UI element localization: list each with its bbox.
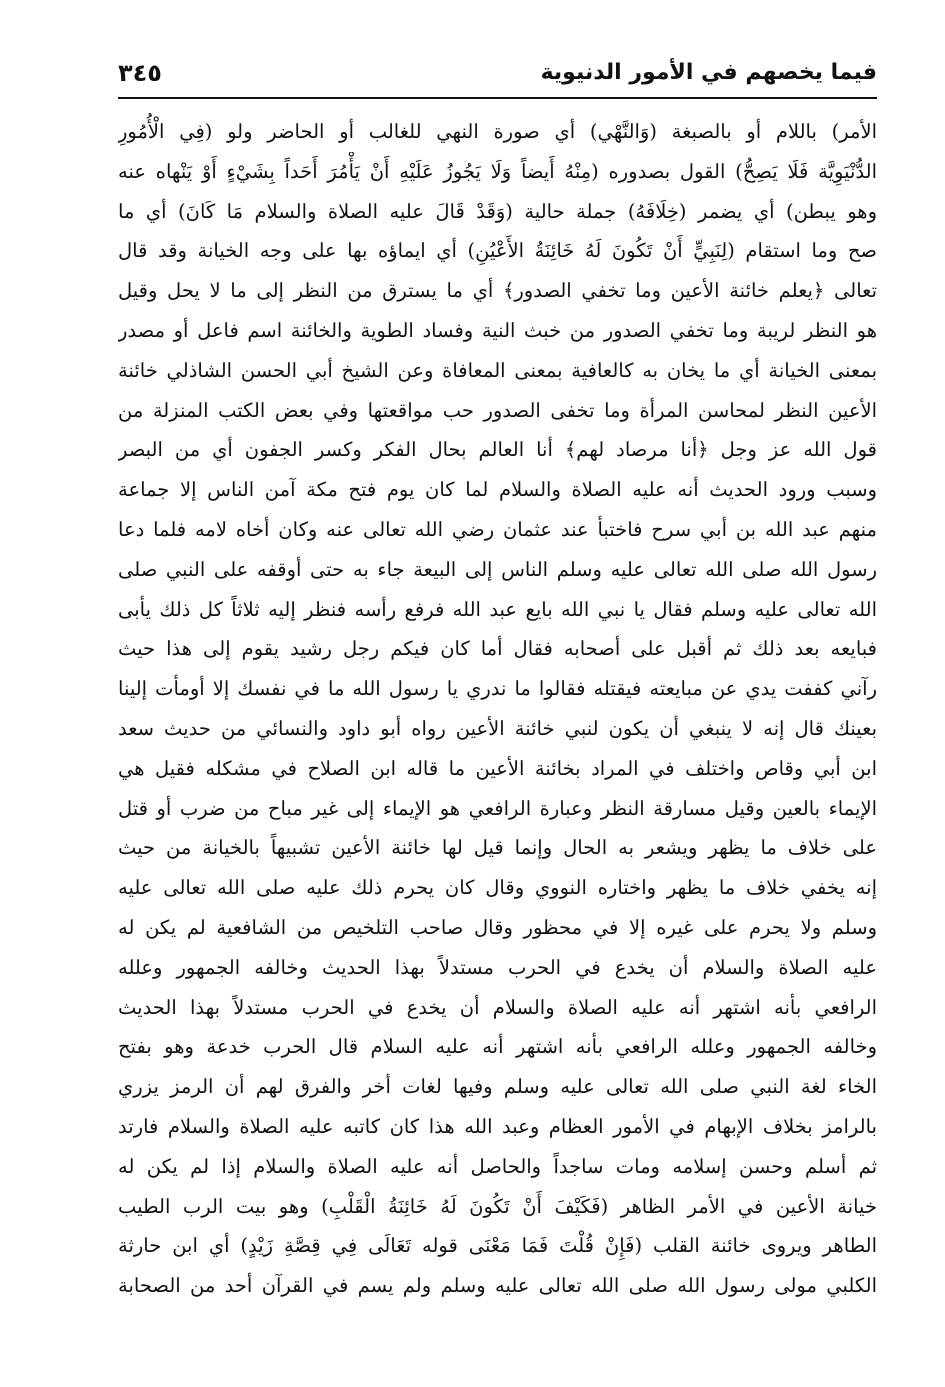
text-line: ثم أسلم وحسن إسلامه ومات ساجداً والحاصل أنه عليه الصلاة والسلام إذا لم يكن له	[118, 1154, 877, 1178]
body-text	[118, 112, 877, 1306]
text-line: الكلبي مولى رسول الله صلى الله تعالى عليه وسلم ولم يسم في القرآن أحد من الصحابة	[118, 1274, 877, 1298]
text-line: بالرامز بخلاف الإبهام في الأمور العظام وعبد الله هذا كان كاتبه عليه الصلاة والسلام فارتد	[118, 1114, 877, 1138]
text-line: رسول الله صلى الله تعالى عليه وسلم الناس إلى البيعة جاء به حتى أوقفه على النبي صلى	[118, 557, 877, 581]
text-line: على خلاف ما يظهر ويشعر به الحال وإنما قيل لها خائنة الأعين تشبيهاً بالخيانة من حيث	[118, 836, 877, 860]
text-line: صح وما استقام (لِنَبِيٍّ أَنْ تَكُونَ لَهُ خَائِنَةُ الأَعْيُنِ) أي ايماؤه بها على وجه الخيانة وقد قال	[118, 239, 877, 263]
header-divider	[118, 97, 877, 99]
text-line: وخالفه الجمهور وعلله الرافعي بأنه اشتهر أنه عليه السلام قال الحرب خدعة وهو بفتح	[118, 1035, 877, 1059]
page-header	[118, 52, 877, 94]
text-line: رآني كففت يدي عن مبايعته فيقتله فقالوا ما ندري يا رسول الله ما في نفسك إلا أومأت إلينا	[118, 677, 877, 701]
text-line: بعينك قال إنه لا ينبغي أن يكون لنبي خائنة الأعين رواه أبو داود والنسائي من حديث سعد	[118, 716, 877, 740]
text-line: تعالى ﴿يعلم خائنة الأعين وما تخفي الصدور﴾ أي ما يسترق من النظر إلى ما لا يحل وقيل	[118, 279, 877, 303]
text-line: الخاء لغة النبي صلى الله تعالى عليه وسلم وفيها لغات أخر والفرق لهم أن الرمز يزري	[118, 1075, 877, 1099]
text-line: فبايعه بعد ذلك ثم أقبل على أصحابه فقال أما كان فيكم رجل رشيد يقوم إلى هذا حيث	[118, 637, 877, 661]
text-line: هو النظر لريبة وما تخفي الصدور من خبث النية وفساد الطوية والخائنة اسم فاعل أو مصدر	[118, 318, 877, 342]
text-line: الطاهر ويروى خائنة القلب (فَإِنْ قُلْتَ فَمَا مَعْنَى قوله تَعَالَى فِي قِصَّةِ زَيْدٍ) أي ابن حارثة	[118, 1234, 877, 1258]
text-line: الأمر) باللام أو بالصبغة (وَالنَّهْي) أي صورة النهي للغالب أو الحاضر ولو (فِي الْأُمُورِ	[118, 120, 877, 143]
page-number: ٣٤٥	[118, 59, 162, 87]
text-line: الدُّنْيَوِيَّة فَلَا يَصِحُّ) القول بصدوره (مِنْهُ أَيضاً وَلَا يَجُوزُ عَلَيْهِ أَنْ يَأْمُرَ أَحَداً بِشَيْءٍ أَوْ يَنْهاه عنه	[118, 159, 877, 183]
text-line: قول الله عز وجل ﴿أنا مرصاد لهم﴾ أنا العالم بحال الفكر وكسر الجفون أي من البصر	[118, 438, 877, 462]
text-line: بمعنى الخيانة أي ما يخان به كالعافية بمعنى المعافاة وعن الشيخ أبي الحسن الشاذلي خائنة	[118, 358, 877, 382]
text-line: الرافعي بأنه اشتهر أنه عليه الصلاة والسلام أن يخدع في الحرب مستدلاً بهذا الحديث	[118, 995, 877, 1019]
text-line: الأعين النظر لمحاسن المرأة وما تخفى الصدور حب مواقعتها وفي بعض الكتب المنزلة من	[118, 398, 877, 422]
text-line: ابن أبي وقاص واختلف في المراد بخائنة الأعين ما قاله ابن الصلاح في مشكله فقيل هي	[118, 756, 877, 780]
text-line: وهو يبطن) أي يضمر (خِلَافَهُ) جملة حالية (وَقَدْ قَالَ عليه الصلاة والسلام مَا كَانَ) أي ما	[118, 199, 877, 223]
text-line: منهم عبد الله بن أبي سرح فاختبأ عند عثمان رضي الله تعالى عنه وكان أخاه لامه فلما دعا	[118, 517, 877, 541]
text-line: وسلم ولا يحرم على غيره إلا في محظور وقال صاحب التلخيص من الشافعية لم يكن له	[118, 915, 877, 939]
text-line: وسبب ورود الحديث أنه عليه الصلاة والسلام لما كان يوم فتح مكة آمن الناس إلا جماعة	[118, 478, 877, 502]
text-line: عليه الصلاة والسلام أن يخدع في الحرب مستدلاً بهذا الحديث وخالفه الجمهور وعلله	[118, 955, 877, 979]
running-title: فيما يخصهم في الأمور الدنيوية	[540, 60, 877, 85]
text-line: إنه يخفي خلاف ما يظهر واختاره النووي وقال كان يحرم ذلك عليه صلى الله تعالى عليه	[118, 876, 877, 900]
text-line: الإيماء بالعين وقيل مسارقة النظر وعبارة الرافعي هو الإيماء إلى غير مباح من ضرب أو قتل	[118, 796, 877, 820]
text-line: الله تعالى عليه وسلم فقال يا نبي الله بايع عبد الله فرفع رأسه فنظر إليه ثلاثاً كل ذلك يأبى	[118, 597, 877, 621]
text-line: خيانة الأعين في الأمر الظاهر (فَكَيْفَ أَنْ تَكُونَ لَهُ خَائِنَةُ الْقَلْبِ) وهو بيت الرب الطيب	[118, 1194, 877, 1218]
